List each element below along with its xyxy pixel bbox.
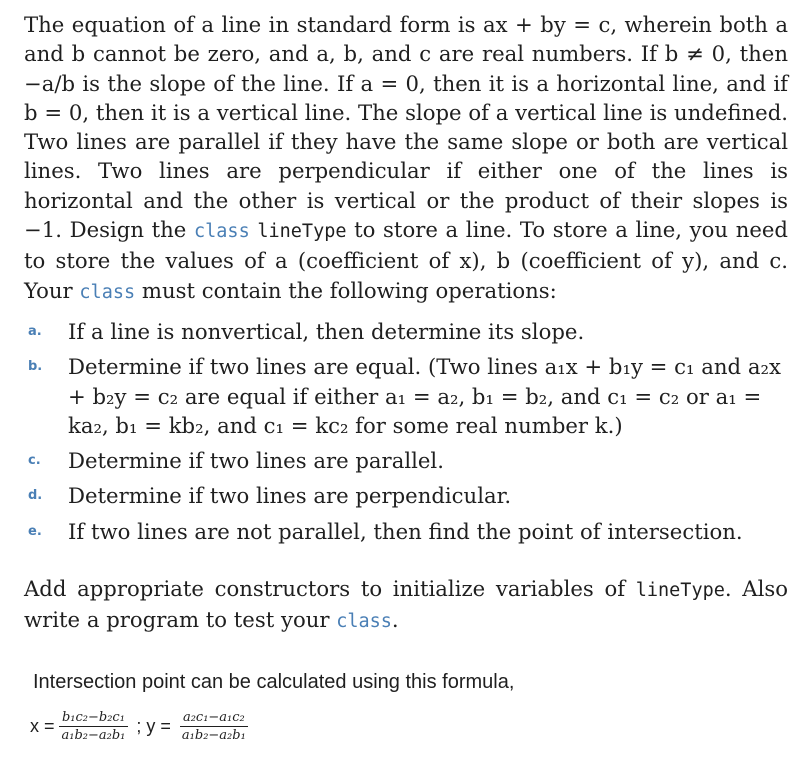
x-denominator: a₁b₂−a₂b₁ (61, 728, 126, 743)
list-item (24, 446, 788, 475)
intersection-note: Intersection point can be calculated using this formula, (33, 671, 515, 693)
problem-text (24, 10, 788, 637)
class-name: lineType (257, 221, 347, 243)
constructor-instructions (24, 574, 788, 637)
class-keyword: class (194, 221, 250, 243)
list-marker: d. (28, 488, 43, 504)
instructions-part-3: . (391, 607, 399, 633)
class-keyword: class (79, 281, 136, 303)
list-item-text: Determine if two lines are equal. (Two lines a₁x + b₁y = c₁ and a₂x + b₂y = c₂ are equal if either a₁ = a₂, b₁ = b₂, and c₁ = c₂ or a₁ = ka₂, b₁ = kb₂, and c₁ = kc₂ for some real number k.) (68, 354, 781, 438)
description-part-2: to store a line. To store a line, you need to store the values of a (coefficient of x), b (coefficient of y), and c. Your (24, 217, 788, 303)
list-item (24, 352, 788, 440)
list-item-text: If two lines are not parallel, then find the point of intersection. (68, 518, 743, 544)
list-item (24, 481, 788, 510)
list-item-text: Determine if two lines are parallel. (68, 448, 444, 474)
list-marker: c. (28, 453, 41, 469)
intersection-formula (30, 710, 253, 743)
list-marker: e. (28, 523, 42, 539)
list-item (24, 317, 788, 346)
list-item-text: If a line is nonvertical, then determine its slope. (68, 318, 585, 344)
list-marker: a. (28, 323, 42, 339)
y-label: ; y = (136, 716, 171, 736)
class-name: lineType (635, 580, 725, 602)
operations-list (24, 317, 788, 546)
class-keyword: class (336, 611, 392, 633)
y-fraction (179, 710, 249, 743)
problem-description (24, 10, 788, 307)
list-item (24, 517, 788, 546)
description-part-1: The equation of a line in standard form is ax + by = c, wherein both a and b cannot be zero, and a, b, and c are real numbers. If b ≠ 0, then −a/b is the slope of the line. If a = 0, then it is a horizontal line, and if b = 0, then it is a vertical line. The slope of a vertical line is undefined. Two lines are parallel if they have the same slope or both are vertical lines. Two lines are perpendicular if either one of the lines is horizontal and the other is vertical or the product of their slopes is −1. Design the (24, 12, 788, 243)
x-numerator: b₁c₂−b₂c₁ (59, 710, 128, 727)
description-part-3: must contain the following operations: (135, 277, 557, 303)
list-item-text: Determine if two lines are perpendicular. (68, 483, 512, 509)
x-fraction (59, 710, 129, 743)
y-numerator: a₂c₁−a₁c₂ (180, 710, 248, 727)
instructions-part-1: Add appropriate constructors to initialize variables of (24, 576, 636, 602)
instructions-part-2: . Also write a program to test your (24, 576, 788, 633)
y-denominator: a₁b₂−a₂b₁ (181, 728, 246, 743)
list-marker: b. (28, 359, 43, 375)
x-label: x = (30, 716, 55, 736)
